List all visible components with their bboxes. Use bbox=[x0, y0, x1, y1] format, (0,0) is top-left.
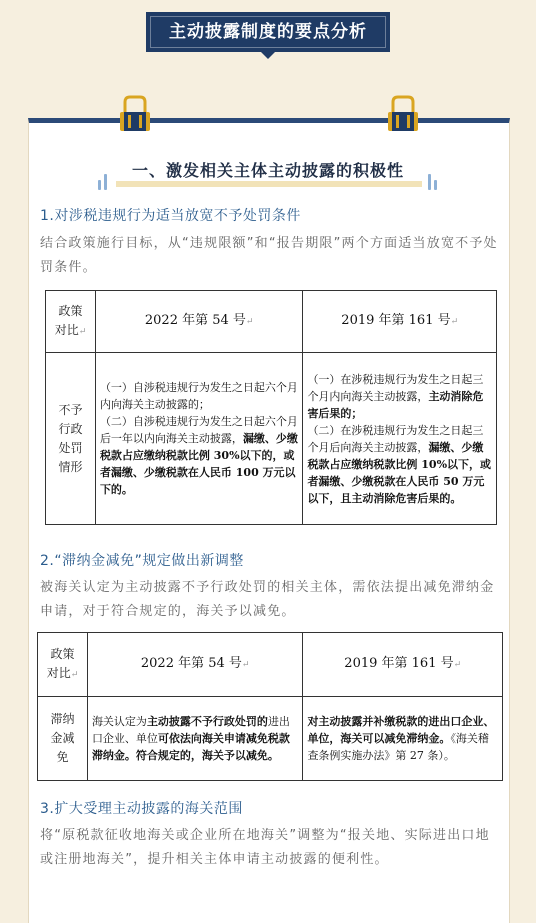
cell-2019-rules: 对主动披露并补缴税款的进出口企业、单位，海关可以减免滞纳金。《海关稽查条例实施办法》第 27 条）。 bbox=[303, 697, 503, 781]
cell-2022-rules bbox=[95, 353, 303, 525]
item-paragraph-1: 结合政策施行目标，从“违规限额”和“报告期限”两个方面适当放宽不予处罚条件。 bbox=[40, 236, 498, 275]
binder-clip-icon bbox=[385, 94, 421, 132]
row-label: 不予行政处罚情形 bbox=[46, 353, 96, 525]
item-heading-2: 2.“滞纳金减免”规定做出新调整 bbox=[40, 553, 244, 569]
table-corner bbox=[38, 633, 88, 697]
clause-2: （二）自涉税违规行为发生之日起六个月后一年以内向海关主动披露，漏缴、少缴税款占应缴纳税款比例 30%以下的，或者漏缴、少缴税款在人民币 100 万元以下的。 bbox=[99, 415, 298, 496]
binder-clip-icon bbox=[117, 94, 153, 132]
banner-notch bbox=[261, 52, 275, 59]
page-title: 主动披露制度的要点分析 bbox=[169, 22, 367, 42]
column-header-2022: 2022 年第 54 号↵ bbox=[95, 291, 303, 353]
heading-highlight bbox=[116, 181, 422, 187]
cell-2022-rules: 海关认定为主动披露不予行政处罚的进出口企业、单位可依法向海关申请减免税款滞纳金。符合规定的，海关予以减免。 bbox=[87, 697, 303, 781]
item-heading-1: 1.对涉税违规行为适当放宽不予处罚条件 bbox=[40, 208, 301, 224]
cell-2019-rules bbox=[303, 353, 497, 525]
clause-1: （一）在涉税违规行为发生之日起三个月内向海关主动披露，主动消除危害后果的； bbox=[307, 372, 484, 420]
column-header-2022: 2022 年第 54 号↵ bbox=[87, 633, 303, 697]
comparison-table-2 bbox=[37, 632, 503, 781]
clause-1: （一）自涉税违规行为发生之日起六个月内向海关主动披露的； bbox=[99, 381, 298, 411]
corner-top: 政策 bbox=[58, 303, 83, 318]
column-header-2019: 2019 年第 161 号↵ bbox=[303, 291, 497, 353]
item-paragraph-2: 被海关认定为主动披露不予行政处罚的相关主体，需依法提出减免滞纳金申请，对于符合规定的，海关予以减免。 bbox=[40, 580, 495, 619]
section-heading: 一、激发相关主体主动披露的积极性 bbox=[131, 161, 404, 180]
clause-2: （二）在涉税违规行为发生之日起三个月后向海关主动披露，漏缴、少缴税款占应缴纳税款比例 10%以下，或者漏缴、少缴税款在人民币 50 万元以下，且主动消除危害后果的。 bbox=[307, 423, 492, 505]
page-title-banner bbox=[146, 12, 390, 52]
table-corner bbox=[46, 291, 96, 353]
item-paragraph-3: 将“原税款征收地海关或企业所在地海关”调整为“报关地、实际进出口地或注册地海关”，提升相关主体申请主动披露的便利性。 bbox=[40, 828, 490, 867]
row-label: 滞纳金减免 bbox=[38, 697, 88, 781]
item-heading-3: 3.扩大受理主动披露的海关范围 bbox=[40, 801, 243, 817]
corner-bottom: 对比↵ bbox=[46, 665, 79, 680]
column-header-2019: 2019 年第 161 号↵ bbox=[303, 633, 503, 697]
corner-bottom: 对比↵ bbox=[54, 322, 87, 337]
comparison-table-1 bbox=[45, 290, 497, 525]
corner-top: 政策 bbox=[50, 646, 75, 661]
